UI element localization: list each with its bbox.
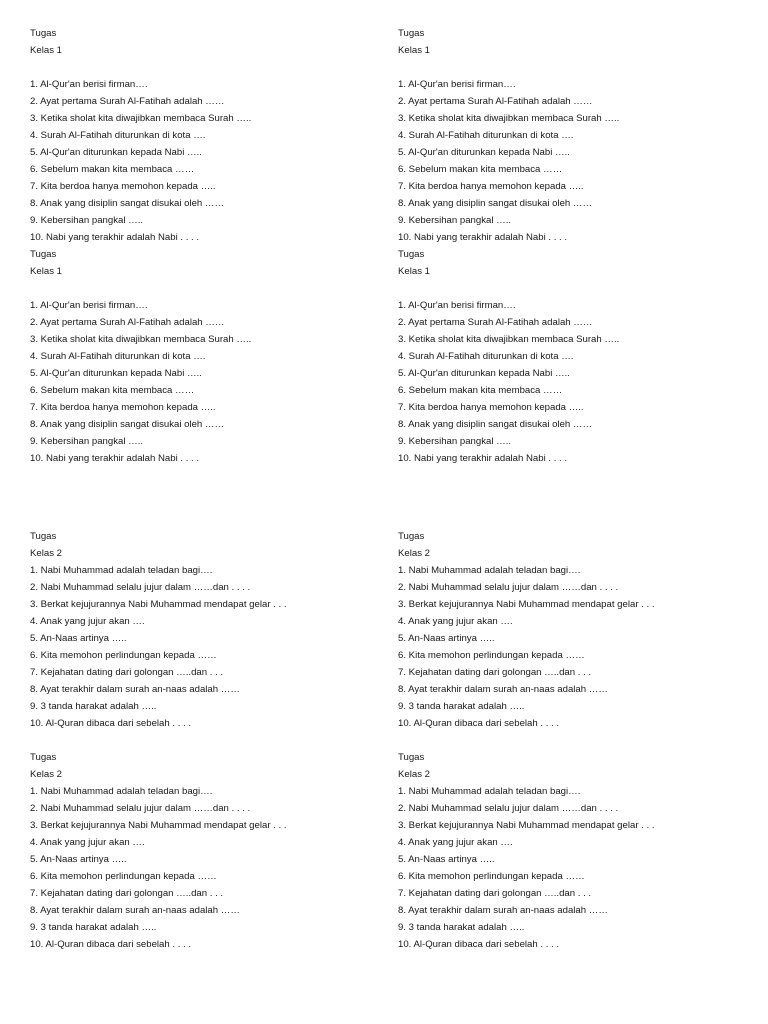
- question-item: 6. Kita memohon perlindungan kepada ……: [398, 650, 585, 661]
- question-item: 10. Al-Quran dibaca dari sebelah . . . .: [398, 718, 560, 729]
- question-item: 1. Nabi Muhammad adalah teladan bagi….: [398, 786, 581, 797]
- spacer: [30, 280, 390, 297]
- question-item: 7. Kejahatan dating dari golongan …..dan . . .: [398, 888, 592, 899]
- class-label: Kelas 2: [30, 548, 62, 559]
- question-item: 5. An-Naas artinya …..: [398, 633, 495, 644]
- question-item: 2. Ayat pertama Surah Al-Fatihah adalah ……: [30, 96, 225, 107]
- question-item: 2. Nabi Muhammad selalu jujur dalam ……dan . . . .: [398, 803, 619, 814]
- question-item: 6. Sebelum makan kita membaca ……: [398, 164, 563, 175]
- question-item: 6. Kita memohon perlindungan kepada ……: [398, 871, 585, 882]
- question-item: 7. Kita berdoa hanya memohon kepada …..: [30, 181, 216, 192]
- question-item: 2. Nabi Muhammad selalu jujur dalam ……dan . . . .: [30, 582, 251, 593]
- question-item: 4. Anak yang jujur akan ….: [398, 837, 513, 848]
- worksheet-title: Tugas: [30, 752, 57, 763]
- question-item: 10. Al-Quran dibaca dari sebelah . . . .: [30, 718, 192, 729]
- question-item: 9. Kebersihan pangkal …..: [30, 436, 144, 447]
- spacer: [398, 59, 758, 76]
- question-item: 1. Al-Qur'an berisi firman….: [398, 79, 516, 90]
- question-item: 1. Nabi Muhammad adalah teladan bagi….: [30, 565, 213, 576]
- question-item: 6. Kita memohon perlindungan kepada ……: [30, 650, 217, 661]
- question-item: 1. Nabi Muhammad adalah teladan bagi….: [30, 786, 213, 797]
- question-item: 8. Ayat terakhir dalam surah an-naas adalah ……: [398, 684, 608, 695]
- question-item: 4. Anak yang jujur akan ….: [398, 616, 513, 627]
- class-label: Kelas 2: [30, 769, 62, 780]
- question-item: 10. Nabi yang terakhir adalah Nabi . . . .: [30, 453, 200, 464]
- question-item: 3. Berkat kejujurannya Nabi Muhammad mendapat gelar . . .: [30, 599, 287, 610]
- question-item: 7. Kejahatan dating dari golongan …..dan . . .: [30, 888, 224, 899]
- question-item: 7. Kejahatan dating dari golongan …..dan . . .: [30, 667, 224, 678]
- worksheet-title: Tugas: [398, 28, 425, 39]
- question-item: 10. Al-Quran dibaca dari sebelah . . . .: [398, 939, 560, 950]
- question-item: 1. Al-Qur'an berisi firman….: [30, 300, 148, 311]
- question-item: 8. Anak yang disiplin sangat disukai oleh ……: [30, 419, 225, 430]
- question-item: 6. Kita memohon perlindungan kepada ……: [30, 871, 217, 882]
- question-item: 8. Ayat terakhir dalam surah an-naas adalah ……: [398, 905, 608, 916]
- worksheet-title: Tugas: [398, 249, 425, 260]
- class-label: Kelas 1: [398, 45, 430, 56]
- worksheet-kelas2-third-left: [30, 528, 390, 732]
- class-label: Kelas 2: [398, 548, 430, 559]
- worksheet-kelas2-bottom-right: [398, 749, 758, 953]
- question-item: 2. Nabi Muhammad selalu jujur dalam ……dan . . . .: [398, 582, 619, 593]
- question-item: 9. Kebersihan pangkal …..: [398, 436, 512, 447]
- question-item: 2. Nabi Muhammad selalu jujur dalam ……dan . . . .: [30, 803, 251, 814]
- question-item: 9. Kebersihan pangkal …..: [30, 215, 144, 226]
- question-item: 5. An-Naas artinya …..: [30, 854, 127, 865]
- question-item: 1. Nabi Muhammad adalah teladan bagi….: [398, 565, 581, 576]
- question-item: 9. 3 tanda harakat adalah …..: [30, 922, 157, 933]
- question-item: 10. Nabi yang terakhir adalah Nabi . . . .: [398, 453, 568, 464]
- question-item: 2. Ayat pertama Surah Al-Fatihah adalah ……: [398, 317, 593, 328]
- question-item: 8. Ayat terakhir dalam surah an-naas adalah ……: [30, 905, 240, 916]
- question-item: 7. Kejahatan dating dari golongan …..dan . . .: [398, 667, 592, 678]
- question-item: 9. Kebersihan pangkal …..: [398, 215, 512, 226]
- worksheet-kelas1-top-left: [30, 25, 390, 246]
- worksheet-title: Tugas: [30, 531, 57, 542]
- question-item: 1. Al-Qur'an berisi firman….: [398, 300, 516, 311]
- question-item: 9. 3 tanda harakat adalah …..: [30, 701, 157, 712]
- question-item: 3. Berkat kejujurannya Nabi Muhammad mendapat gelar . . .: [30, 820, 287, 831]
- question-item: 8. Ayat terakhir dalam surah an-naas adalah ……: [30, 684, 240, 695]
- question-item: 2. Ayat pertama Surah Al-Fatihah adalah ……: [398, 96, 593, 107]
- class-label: Kelas 1: [398, 266, 430, 277]
- worksheet-title: Tugas: [398, 752, 425, 763]
- question-item: 3. Ketika sholat kita diwajibkan membaca Surah …..: [398, 334, 620, 345]
- question-item: 4. Surah Al-Fatihah diturunkan di kota ….: [398, 130, 574, 141]
- question-item: 6. Sebelum makan kita membaca ……: [398, 385, 563, 396]
- question-item: 4. Anak yang jujur akan ….: [30, 837, 145, 848]
- question-item: 7. Kita berdoa hanya memohon kepada …..: [398, 181, 584, 192]
- question-item: 5. Al-Qur'an diturunkan kepada Nabi …..: [30, 147, 202, 158]
- question-item: 4. Surah Al-Fatihah diturunkan di kota ….: [398, 351, 574, 362]
- question-item: 5. Al-Qur'an diturunkan kepada Nabi …..: [398, 147, 570, 158]
- question-item: 4. Surah Al-Fatihah diturunkan di kota ….: [30, 351, 206, 362]
- question-item: 9. 3 tanda harakat adalah …..: [398, 922, 525, 933]
- class-label: Kelas 1: [30, 45, 62, 56]
- question-item: 5. Al-Qur'an diturunkan kepada Nabi …..: [30, 368, 202, 379]
- question-item: 6. Sebelum makan kita membaca ……: [30, 164, 195, 175]
- question-item: 3. Ketika sholat kita diwajibkan membaca Surah …..: [398, 113, 620, 124]
- worksheet-title: Tugas: [398, 531, 425, 542]
- question-item: 3. Ketika sholat kita diwajibkan membaca Surah …..: [30, 113, 252, 124]
- class-label: Kelas 2: [398, 769, 430, 780]
- spacer: [398, 280, 758, 297]
- question-item: 6. Sebelum makan kita membaca ……: [30, 385, 195, 396]
- question-item: 8. Anak yang disiplin sangat disukai oleh ……: [398, 198, 593, 209]
- question-item: 5. Al-Qur'an diturunkan kepada Nabi …..: [398, 368, 570, 379]
- spacer: [30, 59, 390, 76]
- question-item: 10. Al-Quran dibaca dari sebelah . . . .: [30, 939, 192, 950]
- question-item: 10. Nabi yang terakhir adalah Nabi . . . .: [30, 232, 200, 243]
- question-item: 8. Anak yang disiplin sangat disukai oleh ……: [398, 419, 593, 430]
- question-item: 5. An-Naas artinya …..: [398, 854, 495, 865]
- worksheet-kelas1-second-left: [30, 246, 390, 467]
- question-item: 3. Berkat kejujurannya Nabi Muhammad mendapat gelar . . .: [398, 820, 655, 831]
- worksheet-kelas1-second-right: [398, 246, 758, 467]
- question-item: 2. Ayat pertama Surah Al-Fatihah adalah ……: [30, 317, 225, 328]
- worksheet-kelas1-top-right: [398, 25, 758, 246]
- worksheet-title: Tugas: [30, 28, 57, 39]
- question-item: 4. Anak yang jujur akan ….: [30, 616, 145, 627]
- class-label: Kelas 1: [30, 266, 62, 277]
- question-item: 7. Kita berdoa hanya memohon kepada …..: [398, 402, 584, 413]
- worksheet-title: Tugas: [30, 249, 57, 260]
- question-item: 7. Kita berdoa hanya memohon kepada …..: [30, 402, 216, 413]
- question-item: 10. Nabi yang terakhir adalah Nabi . . . .: [398, 232, 568, 243]
- question-item: 3. Ketika sholat kita diwajibkan membaca Surah …..: [30, 334, 252, 345]
- question-item: 8. Anak yang disiplin sangat disukai oleh ……: [30, 198, 225, 209]
- question-item: 4. Surah Al-Fatihah diturunkan di kota ….: [30, 130, 206, 141]
- worksheet-kelas2-bottom-left: [30, 749, 390, 953]
- question-item: 5. An-Naas artinya …..: [30, 633, 127, 644]
- question-item: 3. Berkat kejujurannya Nabi Muhammad mendapat gelar . . .: [398, 599, 655, 610]
- question-item: 9. 3 tanda harakat adalah …..: [398, 701, 525, 712]
- question-item: 1. Al-Qur'an berisi firman….: [30, 79, 148, 90]
- worksheet-kelas2-third-right: [398, 528, 758, 732]
